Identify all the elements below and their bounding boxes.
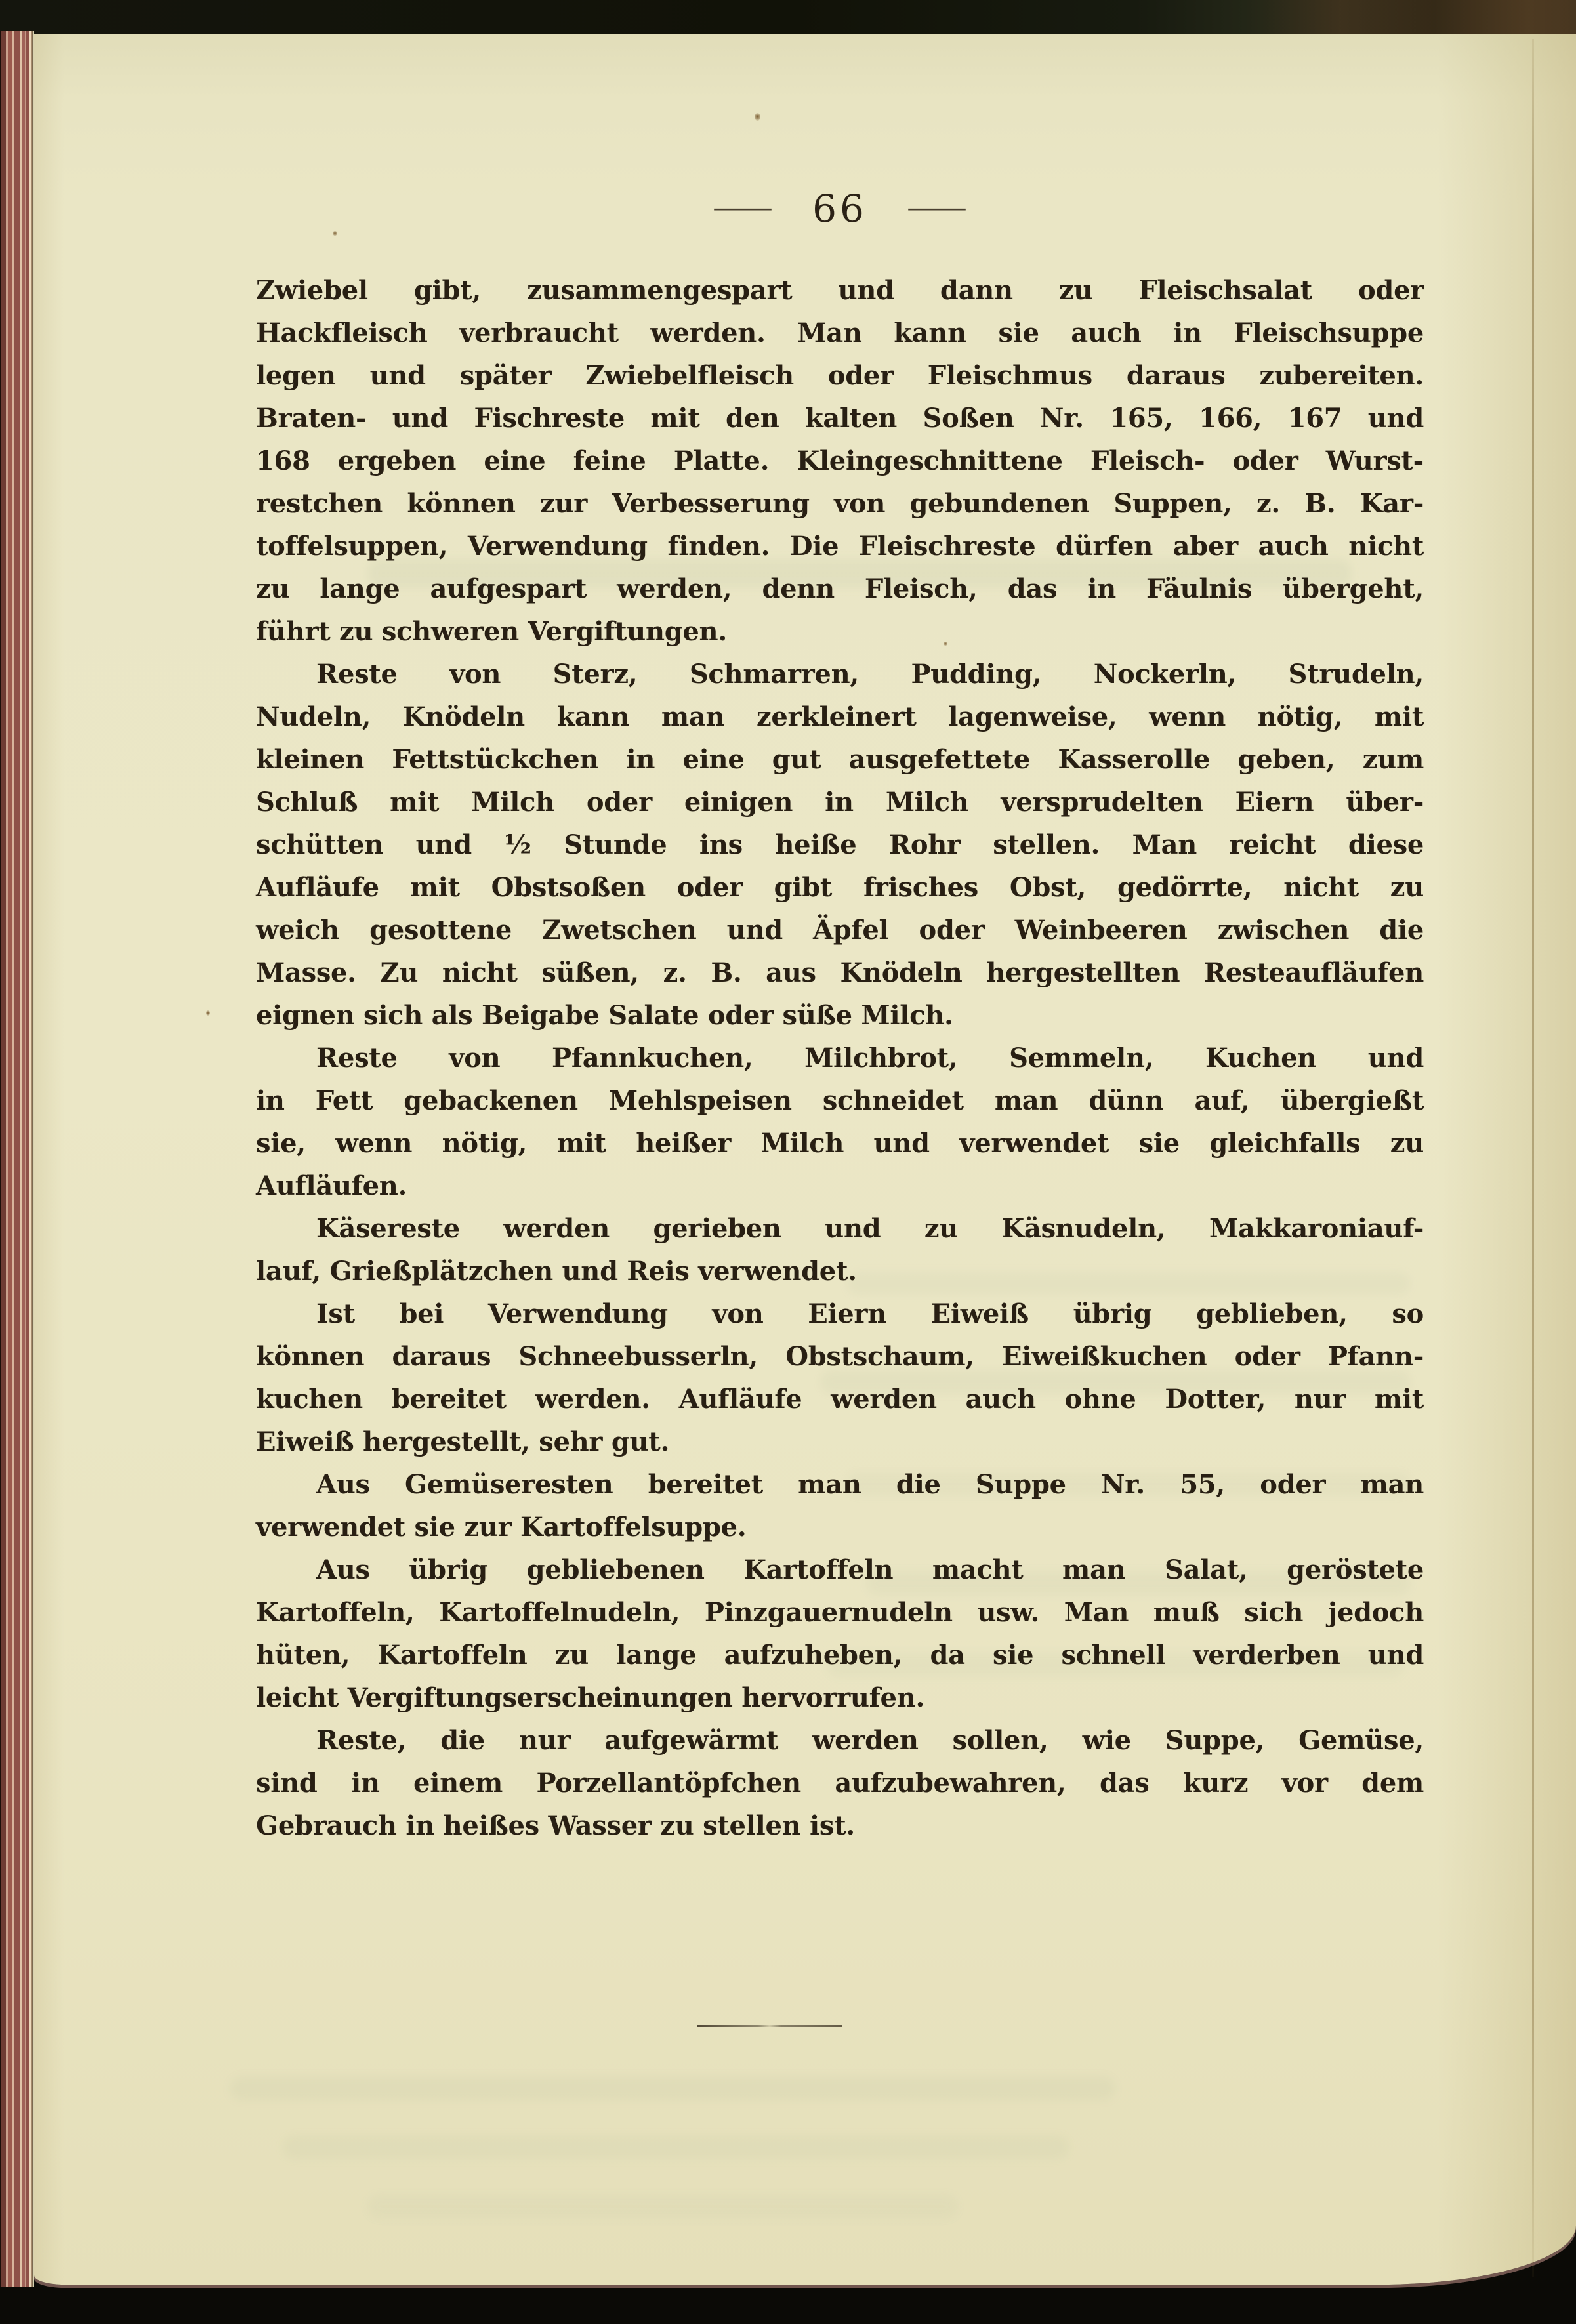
text-line: Aufläufe mit Obstsoßen oder gibt frisches Obst, gedörrte, nicht zu <box>256 872 1424 903</box>
text-line: restchen können zur Verbesserung von gebundenen Suppen, z. B. Kar- <box>256 488 1424 519</box>
text-line: hüten, Kartoffeln zu lange aufzuheben, da sie schnell verderben und <box>256 1640 1424 1670</box>
text-line: 168 ergeben eine feine Platte. Kleingeschnittene Fleisch- oder Wurst- <box>256 446 1424 476</box>
text-line: Reste, die nur aufgewärmt werden sollen, wie Suppe, Gemüse, <box>316 1725 1424 1756</box>
body-text <box>256 269 1424 1847</box>
text-line: leicht Vergiftungserscheinungen hervorrufen. <box>256 1682 925 1713</box>
text-line: Zwiebel gibt, zusammengespart und dann zu Fleischsalat oder <box>256 275 1424 306</box>
text-line: Gebrauch in heißes Wasser zu stellen ist. <box>256 1810 855 1841</box>
text-line: Masse. Zu nicht süßen, z. B. aus Knödeln hergestellten Resteaufläufen <box>256 957 1424 988</box>
text-line: kleinen Fettstückchen in eine gut ausgefettete Kasserolle geben, zum <box>256 744 1424 775</box>
text-line: lauf, Grießplätzchen und Reis verwendet. <box>256 1256 857 1287</box>
page-block-red-edge <box>0 31 34 2287</box>
foxing-speck <box>333 231 337 236</box>
text-line: sind in einem Porzellantöpfchen aufzubewahren, das kurz vor dem <box>256 1768 1424 1798</box>
show-through <box>367 2195 958 2218</box>
text-line: schütten und ½ Stunde ins heiße Rohr stellen. Man reicht diese <box>256 829 1424 860</box>
separator-rule <box>697 2025 842 2027</box>
header-dash: — <box>711 193 775 223</box>
text-line: Braten- und Fischreste mit den kalten Soßen Nr. 165, 166, 167 und <box>256 403 1424 434</box>
text-line: weich gesottene Zwetschen und Äpfel oder Weinbeeren zwischen die <box>256 915 1424 945</box>
page-number: 66 <box>812 186 867 231</box>
text-line: toffelsuppen, Verwendung finden. Die Fleischreste dürfen aber auch nicht <box>256 531 1424 562</box>
text-line: in Fett gebackenen Mehlspeisen schneidet man dünn auf, übergießt <box>256 1085 1424 1116</box>
text-line: Aufläufen. <box>256 1171 407 1201</box>
text-line: Käsereste werden gerieben und zu Käsnudeln, Makkaroniauf- <box>316 1213 1424 1244</box>
text-line: können daraus Schneebusserln, Obstschaum, Eiweißkuchen oder Pfann- <box>256 1341 1424 1372</box>
text-line: Eiweiß hergestellt, sehr gut. <box>256 1426 670 1457</box>
text-line: kuchen bereitet werden. Aufläufe werden auch ohne Dotter, nur mit <box>256 1384 1424 1415</box>
header-dash: — <box>905 193 968 223</box>
text-line: sie, wenn nötig, mit heißer Milch und verwendet sie gleichfalls zu <box>256 1128 1424 1159</box>
text-line: führt zu schweren Vergiftungen. <box>256 616 727 647</box>
text-line: Reste von Sterz, Schmarren, Pudding, Nockerln, Strudeln, <box>316 659 1424 690</box>
page-fold-crease <box>1532 39 1534 2277</box>
text-line: Ist bei Verwendung von Eiern Eiweiß übrig geblieben, so <box>316 1298 1424 1329</box>
book-cover-top-edge <box>0 0 1576 35</box>
text-line: legen und später Zwiebelfleisch oder Fleischmus daraus zubereiten. <box>256 360 1424 391</box>
text-line: Aus übrig gebliebenen Kartoffeln macht man Salat, geröstete <box>316 1554 1424 1585</box>
text-line: Reste von Pfannkuchen, Milchbrot, Semmeln, Kuchen und <box>316 1043 1424 1073</box>
text-line: Hackfleisch verbraucht werden. Man kann sie auch in Fleischsuppe <box>256 318 1424 348</box>
text-line: Aus Gemüseresten bereitet man die Suppe Nr. 55, oder man <box>316 1469 1424 1500</box>
text-line: Nudeln, Knödeln kann man zerkleinert lagenweise, wenn nötig, mit <box>256 701 1424 732</box>
foxing-speck <box>755 113 760 121</box>
book-page <box>34 34 1576 2285</box>
text-line: Schluß mit Milch oder einigen in Milch versprudelten Eiern über- <box>256 787 1424 818</box>
text-line: verwendet sie zur Kartoffelsuppe. <box>256 1512 747 1543</box>
text-line: zu lange aufgespart werden, denn Fleisch, das in Fäulnis übergeht, <box>256 573 1424 604</box>
text-line: Kartoffeln, Kartoffelnudeln, Pinzgauernudeln usw. Man muß sich jedoch <box>256 1597 1424 1628</box>
text-line: eignen sich als Beigabe Salate oder süße Milch. <box>256 1000 953 1031</box>
show-through <box>282 2136 1069 2159</box>
page-header <box>256 186 1424 231</box>
foxing-speck <box>206 1010 210 1016</box>
show-through <box>230 2077 1115 2100</box>
